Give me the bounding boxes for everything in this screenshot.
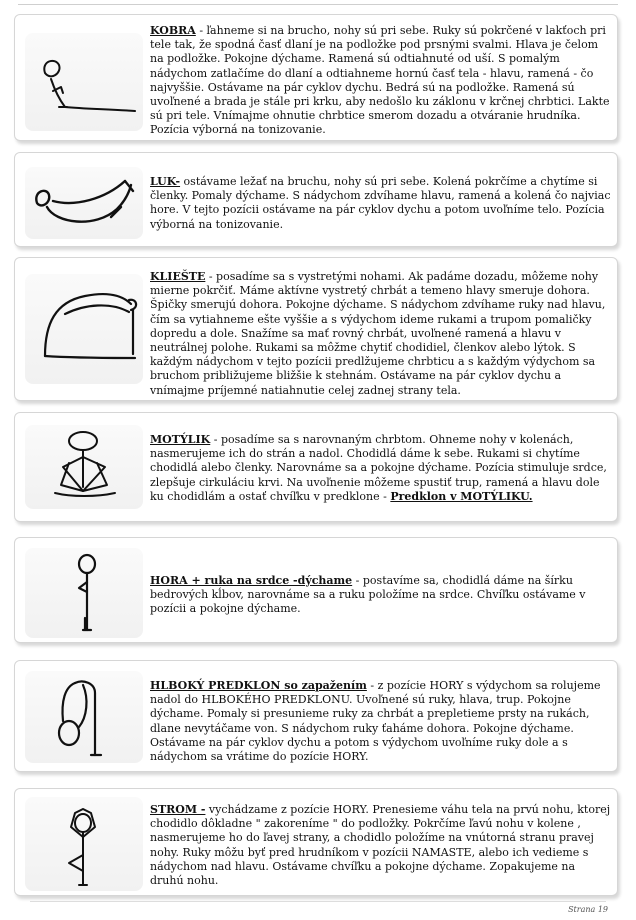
pose-description — [150, 803, 611, 888]
pose-body: - posadíme sa s narovnaným chrbtom. Ohneme nohy v kolenách, nasmerujeme ich do strán a nadol. Chodidlá dáme k sebe. Rukami si chytíme chodidlá alebo členky. Narovnáme sa a pokojne dýchame. Pozícia stimuluje srdce, zlepšuje cirkuláciu krvi. Na uvoľnenie môžeme spustiť trup, ramená a hlavu dole ku chodidlám a ostať chvíľku v predklone - — [150, 433, 607, 503]
pose-description — [150, 433, 611, 504]
pose-title: KLIEŠTE — [150, 270, 206, 283]
pose-card-strom — [14, 788, 618, 896]
pose-body: vychádzame z pozície HORY. Prenesieme váhu tela na prvú nohu, ktorej chodidlo dôkladne " zakoreníme " do podložky. Pokrčíme ľavú nohu v kolene , nasmerujeme ho do ľavej strany, a chodidlo položíme na vnútorná stranu pravej nohy. Ruky môžu byť pred hrudníkom v pozícii NAMASTE, alebo ich vedieme s nádychom nad hlavu. Ostávame chvíľku a pokojne dýchame. Zopakujeme na druhú nohu. — [150, 803, 611, 888]
pose-card-klieste — [14, 257, 618, 401]
pose-title: KOBRA — [150, 24, 196, 37]
pose-card-motylik — [14, 412, 618, 522]
pose-body: - postavíme sa, chodidlá dáme na šírku bedrových kĺbov, narovnáme sa a ruku položíme na srdce. Chvíľku ostávame v pozícii a pokojne dýchame. — [150, 574, 586, 616]
footer-rule — [30, 901, 606, 902]
pose-body: - posadíme sa s vystretými nohami. Ak padáme dozadu, môžeme nohy mierne pokrčiť. Máme aktívne vystretý chrbát a temeno hlavy smeruje dohora. Špičky smerujú dohora. Pokojne dýchame. S nádychom zdvíhame ruky nad hlavu, čím sa vytiahneme ešte vyššie a s výdychom ideme rukami a trupom pomaličky dopredu a dole. Snažíme sa mať rovný chrbát, uvoľnené ramená a hlavu v neutrálnej polohe. Rukami sa môžme chytiť chodidiel, členkov alebo lýtok. S každým nádychom v tejto pozícii predlžujeme chrbticu a s každým výdychom sa bruchom približujeme bližšie k stehnám. Ostávame na pár cyklov dychu a vnímajme príjemné natiahnutie celej zadnej strany tela. — [150, 270, 606, 397]
page-number: Strana 19 — [568, 905, 608, 914]
pose-title: HLBOKÝ PREDKLON so zapažením — [150, 679, 367, 692]
pose-extra-reference: Predklon v MOTÝLIKU. — [390, 489, 533, 503]
pose-description — [150, 270, 611, 398]
pose-card-hora — [14, 537, 618, 643]
mountain-pose-illustration — [25, 548, 143, 638]
pose-title: LUK- — [150, 175, 181, 188]
butterfly-pose-illustration — [25, 425, 143, 509]
pose-title: MOTÝLIK — [150, 433, 211, 446]
pose-card-luk — [14, 152, 618, 247]
pose-description — [150, 175, 611, 232]
bow-pose-illustration — [25, 167, 143, 239]
forward-fold-seated-illustration — [25, 274, 143, 384]
deep-forward-bend-illustration — [25, 671, 143, 763]
pose-description — [150, 574, 611, 617]
pose-title: STROM - — [150, 803, 206, 816]
pose-card-kobra — [14, 14, 618, 141]
pose-body: - ľahneme si na brucho, nohy sú pri sebe. Ruky sú pokrčené v lakťoch pri tele tak, že spodná časť dlaní je na podložke pod prsnými svalmi. Hlava je čelom na podložke. Pokojne dýchame. Ramená sú odtiahnuté od uší. S pomalým nádychom zatlačíme do dlaní a odtiahneme hornú časť tela - hlavu, ramená - čo najvyššie. Ostávame na pár cyklov dychu. Bedrá sú na podložke. Ramená sú uvoľnené a brada je stále pri krku, aby nedošlo ku záklonu v krčnej chrbtici. Lakte sú pri tele. Vnímajme ohnutie chrbtice smerom dozadu a otváranie hrudníka. Pozícia výborná na tonizovanie. — [150, 24, 610, 137]
cobra-pose-illustration — [25, 33, 143, 131]
pose-body: - z pozície HORY s výdychom sa rolujeme nadol do HLBOKÉHO PREDKLONU. Uvoľnené sú ruky, hlava, trup. Pokojne dýchame. Pomaly si presunieme ruky za chrbát a prepletieme prsty na rukách, dlane nevytáčame von. S nádychom ruky ťaháme dohora. Pokojne dýchame. Ostávame na pár cyklov dychu a potom s výdychom uvoľníme ruky dole a s nádychom sa vrátime do pozície HORY. — [150, 679, 601, 764]
top-rule — [18, 4, 618, 5]
pose-description — [150, 679, 611, 764]
pose-description — [150, 24, 611, 138]
pose-title: HORA + ruka na srdce -dýchame — [150, 574, 353, 587]
pose-body: ostávame ležať na bruchu, nohy sú pri sebe. Kolená pokrčíme a chytíme si členky. Pomaly dýchame. S nádychom zdvíhame hlavu, ramená a kolená čo najviac hore. V tejto pozícii ostávame na pár cyklov dychu a potom uvoľníme telo. Pozícia výborná na tonizovanie. — [150, 175, 611, 231]
tree-pose-illustration — [25, 797, 143, 891]
pose-card-hlboky-predklon — [14, 660, 618, 772]
